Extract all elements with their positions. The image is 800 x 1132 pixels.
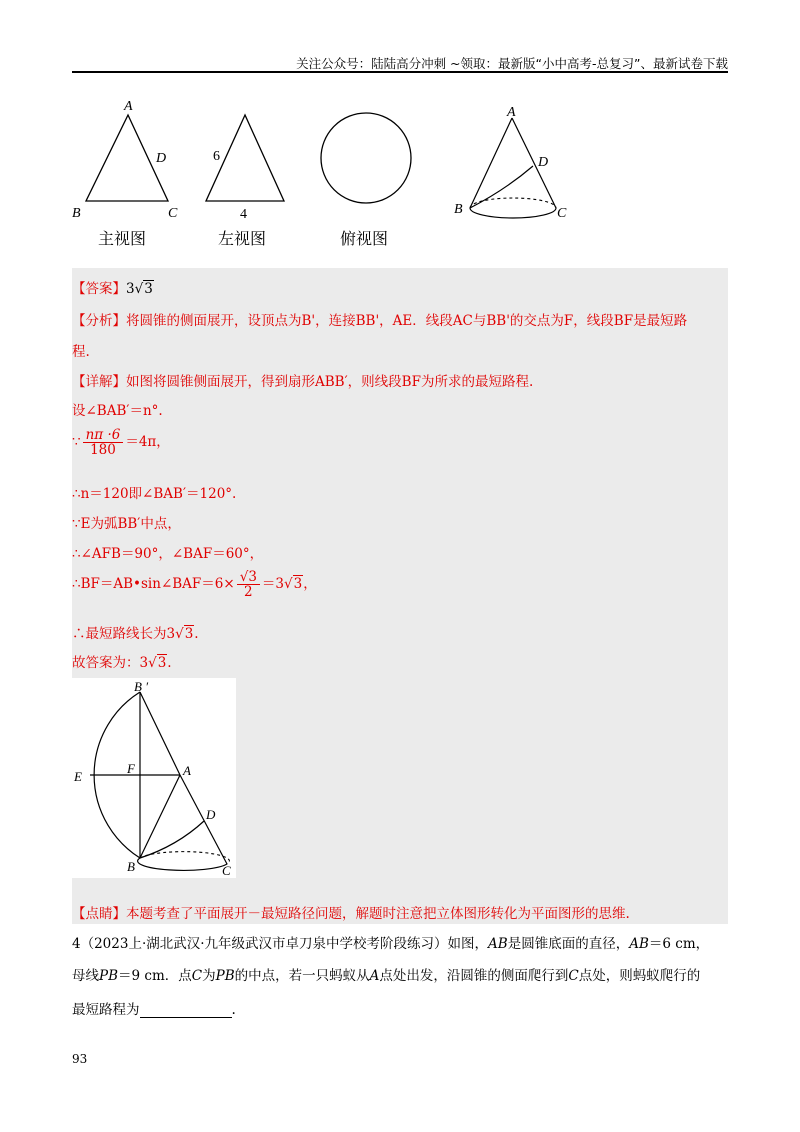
q1-text-c: ＝6 cm， — [648, 936, 710, 952]
bf-prefix: ∴BF＝AB•sin∠BAF＝6× — [72, 576, 235, 593]
q3-text: 最短路程为 — [72, 1002, 140, 1018]
detail-line-6: ∴∠AFB＝90°，∠BAF＝60°， — [72, 546, 264, 562]
fraction-numerator: nπ ·6 — [83, 428, 124, 443]
final-answer-line — [72, 651, 172, 671]
cone-label-b: B — [454, 202, 463, 217]
final-sqrt: √3 — [148, 655, 167, 671]
fraction-result: ＝4π， — [125, 434, 170, 451]
answer-sqrt: √3 — [134, 281, 153, 297]
label-b: B — [72, 206, 81, 220]
label-d: D — [156, 151, 167, 166]
q1-text-b: 是圆锥底面的直径， — [507, 936, 630, 952]
q2-text-f: 点处出发，沿圆锥的侧面爬行到 — [379, 968, 569, 984]
comment-text: 本题考查了平面展开－最短路径问题，解题时注意把立体图形转化为平面图形的思维. — [126, 906, 630, 922]
question-line-2 — [72, 964, 700, 984]
unfold-label-c: C — [222, 863, 231, 878]
front-view-figure — [70, 95, 190, 220]
q2-pb: PB — [99, 968, 119, 984]
shortest-end: . — [194, 626, 199, 642]
answer-blank[interactable] — [140, 1003, 232, 1018]
fraction-denominator: 180 — [90, 442, 116, 459]
q2-c: C — [191, 968, 203, 984]
left-view-caption: 左视图 — [218, 229, 267, 248]
top-view-caption: 俯视图 — [340, 229, 389, 248]
front-view-caption: 主视图 — [98, 229, 147, 248]
label-c: C — [168, 206, 178, 220]
cone-label-a: A — [507, 105, 516, 120]
q2-a: A — [369, 968, 380, 984]
detail-line-1 — [72, 370, 533, 390]
label-a: A — [124, 99, 133, 114]
shortest-radicand: 3 — [184, 626, 194, 642]
page-header: 关注公众号：陆陆高分冲刺 ~领取：最新版“小中高考-总复习”、最新试卷下载 — [296, 56, 728, 71]
unfold-label-bprime: B ′ — [134, 679, 149, 694]
final-end: . — [167, 655, 172, 671]
base-length: 4 — [240, 207, 247, 222]
detail-line-3 — [72, 428, 170, 457]
analysis-line-1 — [72, 309, 687, 329]
page-number: 93 — [72, 1052, 88, 1066]
detail-line-4: ∴n＝120即∠BAB′＝120°. — [72, 486, 237, 502]
detail-line-5: ∵E为弧BB′中点， — [72, 516, 181, 532]
detail-text-1: 如图将圆锥侧面展开，得到扇形ABB′，则线段BF为所求的最短路程. — [126, 374, 534, 390]
bf-frac-num: √3 — [237, 570, 260, 585]
cone-label-d: D — [538, 155, 549, 170]
left-view-figure — [200, 105, 300, 225]
top-view-figure — [318, 110, 418, 210]
bf-result-radicand: 3 — [293, 576, 303, 593]
side-length: 6 — [213, 149, 220, 164]
q2-text-b: ＝9 cm．点 — [118, 968, 192, 984]
q2-c2: C — [568, 968, 579, 984]
q2-text-e: 的中点，若一只蚂蚁从 — [234, 968, 370, 984]
unfold-label-b: B — [127, 859, 135, 874]
unfold-label-e: E — [74, 769, 82, 784]
unfold-label-d: D — [206, 807, 216, 822]
q1-ab2: AB — [629, 936, 649, 952]
bf-result-coef: ＝3 — [261, 576, 284, 593]
q3-end: . — [231, 1002, 236, 1018]
bf-end: ， — [303, 576, 317, 593]
q2-text-g: 点处，则蚂蚁爬行的 — [578, 968, 701, 984]
bf-result-sqrt: √3 — [284, 576, 303, 593]
analysis-text-1: 将圆锥的侧面展开，设顶点为B'，连接BB'，AE．线段AC与BB'的交点为F，线段BF是最短路 — [126, 313, 688, 329]
unfold-figure — [72, 678, 236, 878]
analysis-tag: 【分析】 — [72, 313, 126, 329]
detail-line-8 — [72, 622, 199, 642]
answer-tag: 【答案】 — [72, 281, 126, 297]
shortest-prefix: ∴最短路线长为3 — [72, 626, 176, 642]
shortest-sqrt: √3 — [175, 626, 194, 642]
header-rule — [72, 71, 728, 73]
bf-fraction — [237, 570, 260, 599]
fraction — [83, 428, 124, 457]
final-prefix: 故答案为：3 — [72, 655, 149, 671]
final-radicand: 3 — [157, 655, 167, 671]
detail-tag: 【详解】 — [72, 374, 126, 390]
question-line-1 — [72, 932, 709, 952]
answer-radicand: 3 — [144, 281, 153, 297]
q1-ab: AB — [488, 936, 508, 952]
unfold-label-a: A — [183, 763, 191, 778]
detail-line-2: 设∠BAB′＝n°. — [72, 403, 163, 419]
unfold-label-f: F — [127, 761, 135, 776]
question-line-3 — [72, 998, 236, 1018]
cone-label-c: C — [557, 206, 567, 221]
q2-text-a: 母线 — [72, 968, 99, 984]
comment-line — [72, 902, 630, 922]
answer-value: 3 — [126, 281, 135, 297]
top-view-circle — [321, 113, 411, 203]
q1-text-a: 4（2023上·湖北武汉·九年级武汉市卓刀泉中学校考阶段练习）如图， — [72, 936, 489, 952]
answer-line — [72, 277, 154, 297]
comment-tag: 【点睛】 — [72, 906, 126, 922]
analysis-line-2: 程. — [72, 344, 90, 360]
q2-pb2: PB — [215, 968, 235, 984]
cone-figure — [450, 100, 580, 225]
bf-frac-radicand: 3 — [248, 569, 257, 585]
detail-line-7 — [72, 570, 317, 599]
because-symbol: ∵ — [72, 434, 81, 451]
q2-text-d: 为 — [202, 968, 216, 984]
bf-frac-den: 2 — [244, 584, 253, 601]
